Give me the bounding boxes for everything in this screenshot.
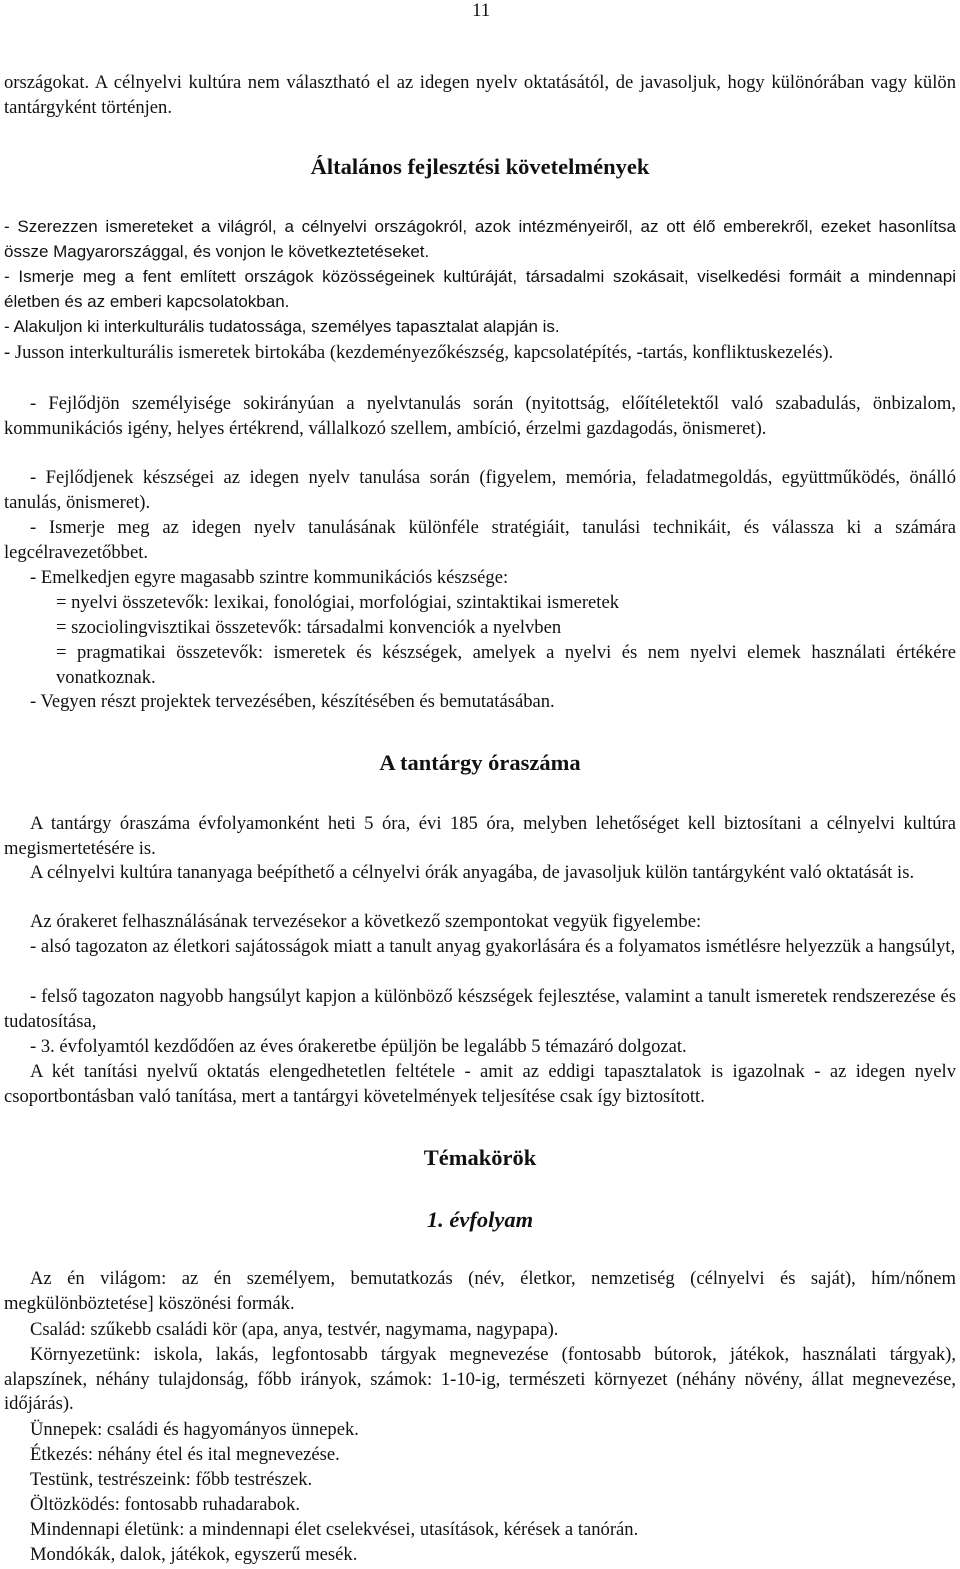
section-title-topics: Témakörök (423, 1145, 537, 1170)
page-number: 11 (472, 0, 491, 21)
section-title-hours: A tantárgy óraszáma (379, 750, 581, 775)
requirement-subitem: = pragmatikai összetevők: ismeretek és készségek, amelyek a nyelvi és nem nyelvi elemek használati értékére vonatkoznak. (56, 642, 956, 688)
requirement-item: - Szerezzen ismereteket a világról, a célnyelvi országokról, azok intézményeiről, az ott élő emberekről, ezeket hasonlítsa össze Magyarországgal, és vonjon le következtetéseket. (4, 217, 956, 261)
requirement-item: - Fejlődjön személyisége sokirányúan a nyelvtanulás során (nyitottság, előítéletektől való szabadulás, önbizalom, kommunikációs igény, helyes értékrend, vállalkozó szellem, ambíció, érzelmi gazdagodás, önismeret). (4, 393, 956, 439)
topic-item: Környezetünk: iskola, lakás, legfontosabb tárgyak megnevezése (fontosabb bútorok, játékok, használati tárgyak), alapszínek, néhány tulajdonság, főbb irányok, számok: 1-10-ig, természeti környezet (néhány növény, állat megnevezése, időjárás). (4, 1344, 956, 1415)
requirement-subitem: = nyelvi összetevők: lexikai, fonológiai, morfológiai, szintaktikai ismeretek (56, 592, 619, 613)
hours-paragraph: A tantárgy óraszáma évfolyamonként heti 5 óra, évi 185 óra, melyben lehetőséget kell biztosítani a célnyelvi kultúra megismertetésére is. (4, 813, 956, 859)
requirement-item: - Ismerje meg a fent említett országok közösségeinek kultúráját, társadalmi szokásait, viselkedési formáit a mindennapi életben és az emberi kapcsolatokban. (4, 267, 956, 311)
requirement-item: - Jusson interkulturális ismeretek birtokába (kezdeményezőkészség, kapcsolatépítés, -tartás, konfliktuskezelés). (4, 342, 834, 363)
topic-item: Család: szűkebb családi kör (apa, anya, testvér, nagymama, nagypapa). (30, 1319, 559, 1340)
hours-paragraph: - alsó tagozaton az életkori sajátosságok miatt a tanult anyag gyakorlására és a folyamatos ismétlésre helyezzük a hangsúlyt, (30, 936, 956, 957)
hours-paragraph: Az órakeret felhasználásának tervezésekor a következő szempontokat vegyük figyelembe: (30, 911, 702, 932)
hours-paragraph: A két tanítási nyelvű oktatás elengedhetetlen feltétele - amit az eddigi tapasztalatok is igazolnak - az idegen nyelv csoportbontásban való tanítása, mert a tantárgyi követelmények teljesítése csak így biztosított. (4, 1061, 956, 1107)
grade-subtitle: 1. évfolyam (426, 1207, 534, 1232)
topic-item: Mondókák, dalok, játékok, egyszerű mesék. (30, 1544, 358, 1565)
hours-paragraph: A célnyelvi kultúra tananyaga beépíthető a célnyelvi órák anyagába, de javasoljuk külön tantárgyként való oktatását is. (30, 862, 915, 883)
hours-paragraph: - 3. évfolyamtól kezdődően az éves órakeretbe épüljön be legalább 5 témazáró dolgozat. (30, 1036, 687, 1057)
topic-item: Az én világom: az én személyem, bemutatkozás (név, életkor, nemzetiség (célnyelvi és saját), hím/nőnem megkülönböztetése] köszönési formák. (4, 1268, 956, 1314)
requirement-item: - Fejlődjenek készségei az idegen nyelv tanulása során (figyelem, memória, feladatmegoldás, együttműködés, önálló tanulás, önismeret). (4, 467, 956, 513)
section-title-requirements: Általános fejlesztési követelmények (310, 154, 650, 179)
topic-item: Öltözködés: fontosabb ruhadarabok. (30, 1494, 301, 1515)
topic-item: Testünk, testrészeink: főbb testrészek. (30, 1469, 313, 1490)
topic-item: Mindennapi életünk: a mindennapi élet cselekvései, utasítások, kérések a tanórán. (30, 1519, 639, 1540)
requirement-subitem: = szociolingvisztikai összetevők: társadalmi konvenciók a nyelvben (56, 617, 562, 638)
topic-item: Étkezés: néhány étel és ital megnevezése. (30, 1444, 340, 1465)
hours-paragraph: - felső tagozaton nagyobb hangsúlyt kapjon a különböző készségek fejlesztése, valamint a tanult ismeretek rendszerezése és tudatosítása, (4, 986, 956, 1032)
intro-paragraph: országokat. A célnyelvi kultúra nem választható el az idegen nyelv oktatásától, de javasoljuk, hogy különórában vagy külön tantárgyként történjen. (4, 72, 956, 118)
requirement-item: - Ismerje meg az idegen nyelv tanulásának különféle stratégiáit, tanulási technikáit, és válassza ki a számára legcélravezetőbbet. (4, 517, 956, 563)
requirement-item: - Alakuljon ki interkulturális tudatossága, személyes tapasztalat alapján is. (4, 317, 560, 336)
requirement-item: - Emelkedjen egyre magasabb szintre kommunikációs készsége: (30, 567, 509, 588)
requirement-item: - Vegyen részt projektek tervezésében, készítésében és bemutatásában. (30, 691, 555, 712)
topic-item: Ünnepek: családi és hagyományos ünnepek. (30, 1419, 359, 1440)
